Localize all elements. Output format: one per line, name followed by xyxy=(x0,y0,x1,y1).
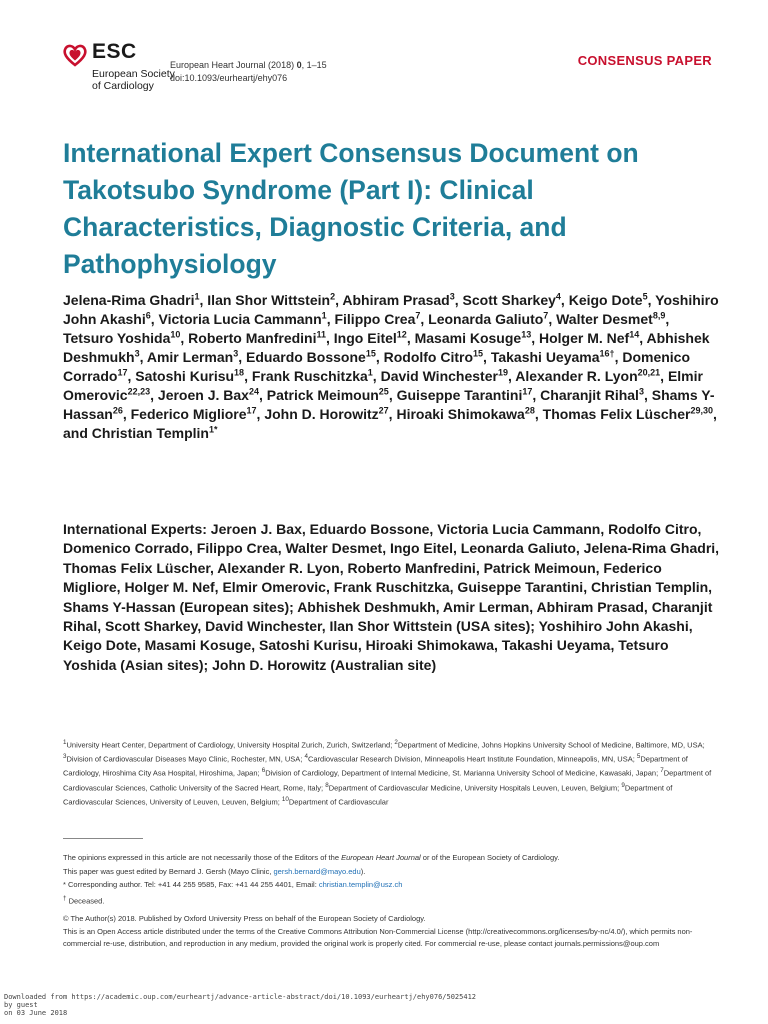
author-name: Shams Y-Hassan xyxy=(63,387,715,422)
author-name: Leonarda Galiuto xyxy=(428,311,544,327)
author-name: Federico Migliore xyxy=(130,406,247,422)
opinions-note xyxy=(63,852,723,864)
affiliation-text: Department of Cardiovascular Sciences, Catholic University of the Sacred Heart, Rome, Italy; xyxy=(63,768,712,793)
journal-volume: 0 xyxy=(296,60,302,70)
download-line-1: Downloaded from https://academic.oup.com/eurheartj/advance-article-abstract/doi/10.1093/eurheartj/ehy076/5025412 xyxy=(4,993,477,1001)
author-affiliation-ref: 11 xyxy=(316,329,327,340)
author-name: Alexander R. Lyon xyxy=(515,368,638,384)
author-name: Masami Kosuge xyxy=(414,330,522,346)
author-name: Elmir Omerovic xyxy=(63,368,703,403)
author-affiliation-ref: 1 xyxy=(194,291,200,302)
footnote-divider xyxy=(63,838,143,839)
author-name: Keigo Dote xyxy=(568,292,643,308)
opinions-suffix: or of the European Society of Cardiology. xyxy=(420,853,560,862)
author-name: Abhishek Deshmukh xyxy=(63,330,710,365)
affiliation-number: 7 xyxy=(660,767,664,775)
author-name: Guiseppe Tarantini xyxy=(396,387,523,403)
author-affiliation-ref: 20,21 xyxy=(637,367,661,378)
affiliation-text: Department of Cardiovascular Sciences, University of Leuven, Leuven, Belgium; xyxy=(63,783,673,807)
author-name: Christian Templin xyxy=(91,425,209,441)
author-affiliation-ref: 17 xyxy=(117,367,128,378)
author-name: Yoshihiro John Akashi xyxy=(63,292,719,327)
author-name: Ilan Shor Wittstein xyxy=(207,292,331,308)
journal-citation xyxy=(170,59,327,85)
download-line-3: on 03 June 2018 xyxy=(4,1009,68,1018)
author-name: Satoshi Kurisu xyxy=(135,368,235,384)
author-affiliation-ref: 4 xyxy=(555,291,561,302)
affiliation-number: 1 xyxy=(63,739,67,746)
deceased-text: Deceased. xyxy=(66,896,105,905)
author-name: Eduardo Bossone xyxy=(246,349,366,365)
affiliation-number: 6 xyxy=(261,767,266,775)
affiliation-text: Department of Cardiology, Hiroshima City Asa Hospital, Hiroshima, Japan; xyxy=(63,754,688,778)
corresponding-author-note xyxy=(63,879,723,891)
author-affiliation-ref: 3 xyxy=(233,348,239,359)
affiliation-text: Department of Cardiovascular Medicine, University Hospitals Leuven, Leuven, Belgium; xyxy=(328,783,622,793)
author-name: Walter Desmet xyxy=(556,311,653,327)
journal-pages: , 1–15 xyxy=(301,60,327,70)
author-affiliation-ref: 19 xyxy=(497,367,508,378)
author-affiliation-ref: 2 xyxy=(330,291,336,302)
affiliations xyxy=(63,737,723,808)
corresponding-author-text: * Corresponding author. Tel: +41 44 255 9585, Fax: +41 44 255 4401, Email: xyxy=(63,880,319,889)
author-affiliation-ref: 5 xyxy=(642,291,648,302)
affiliation-number: 5 xyxy=(636,753,641,761)
logo-org-line-2: of Cardiology xyxy=(92,80,154,92)
author-name: Jeroen J. Bax xyxy=(157,387,249,403)
deceased-mark: † xyxy=(63,894,67,902)
author-affiliation-ref: 7 xyxy=(543,310,549,321)
author-name: Tetsuro Yoshida xyxy=(63,330,171,346)
author-name: Domenico Corrado xyxy=(63,349,691,384)
affiliation-text: Division of Cardiovascular Diseases Mayo Clinic, Rochester, MN, USA; xyxy=(66,754,305,764)
journal-doi: doi:10.1093/eurheartj/ehy076 xyxy=(170,73,288,83)
affiliation-text: Division of Cardiology, Department of Internal Medicine, St. Marianna University School of Medicine, Kawasaki, Japan; xyxy=(265,768,661,778)
author-affiliation-ref: 7 xyxy=(415,310,421,321)
heart-icon xyxy=(62,42,88,68)
journal-reference xyxy=(170,59,327,72)
copyright-note: © The Author(s) 2018. Published by Oxford University Press on behalf of the European Society of Cardiology. xyxy=(63,913,426,923)
guest-editor-note xyxy=(63,866,723,878)
logo-org-line-1: European Society xyxy=(92,68,175,80)
journal-name: European Heart Journal (2018) xyxy=(170,60,295,70)
author-affiliation-ref: 16† xyxy=(599,348,615,359)
author-affiliation-ref: 8,9 xyxy=(652,310,666,321)
author-affiliation-ref: 26 xyxy=(112,405,123,416)
author-affiliation-ref: 28 xyxy=(524,405,535,416)
author-name: Scott Sharkey xyxy=(462,292,556,308)
author-name: Takashi Ueyama xyxy=(490,349,600,365)
author-name: David Winchester xyxy=(380,368,498,384)
esc-logo xyxy=(62,40,175,96)
author-name: Roberto Manfredini xyxy=(188,330,317,346)
author-affiliation-ref: 25 xyxy=(378,386,389,397)
corresponding-author-email-link[interactable]: christian.templin@usz.ch xyxy=(318,880,403,889)
author-affiliation-ref: 15 xyxy=(473,348,484,359)
license-note: This is an Open Access article distributed under the terms of the Creative Commons Attribution Non-Commercial License (http://creativecommons.org/licenses/by-nc/4.0/), which permits non-commercial re-use, distribution, and reproduction in any medium, provided the original work is properly cited. For commercial re-use, please contact journals.permissions@oup.com xyxy=(63,927,693,948)
author-affiliation-ref: 3 xyxy=(449,291,455,302)
guest-editor-email-link[interactable]: gersh.bernard@mayo.edu xyxy=(273,866,361,876)
author-name: Holger M. Nef xyxy=(538,330,630,346)
opinions-text: The opinions expressed in this article are not necessarily those of the Editors of the xyxy=(63,853,342,862)
affiliation-number: 3 xyxy=(63,753,67,761)
author-affiliation-ref: 6 xyxy=(145,310,151,321)
author-name: Thomas Felix Lüscher xyxy=(542,406,691,422)
affiliation-text: University Heart Center, Department of Cardiology, University Hospital Zurich, Zurich, Switzerland; xyxy=(66,740,395,750)
author-affiliation-ref: 1 xyxy=(321,310,327,321)
author-affiliation-ref: 12 xyxy=(396,329,407,340)
opinions-journal: European Heart Journal xyxy=(341,853,421,862)
affiliation-number: 2 xyxy=(394,739,398,746)
article-title: International Expert Consensus Document on Takotsubo Syndrome (Part I): Clinical Characteristics, Diagnostic Criteria, and Pathophysiology xyxy=(63,138,639,279)
guest-editor-text: This paper was guest edited by Bernard J. Gersh (Mayo Clinic, xyxy=(63,866,274,876)
author-affiliation-ref: 1 xyxy=(367,367,373,378)
author-affiliation-ref: 24 xyxy=(248,386,259,397)
author-name: Filippo Crea xyxy=(334,311,416,327)
author-affiliation-ref: 3 xyxy=(134,348,140,359)
affiliation-number: 4 xyxy=(304,753,308,761)
logo-wordmark: ESC xyxy=(92,40,137,63)
author-affiliation-ref: 17 xyxy=(522,386,533,397)
affiliation-number: 10 xyxy=(281,795,289,803)
author-affiliation-ref: 3 xyxy=(638,386,644,397)
author-name: Hiroaki Shimokawa xyxy=(396,406,525,422)
author-conjunction: and xyxy=(63,425,92,441)
author-name: John D. Horowitz xyxy=(264,406,379,422)
logo-org-name xyxy=(92,68,175,92)
author-name: Abhiram Prasad xyxy=(342,292,450,308)
international-experts: International Experts: Jeroen J. Bax, Eduardo Bossone, Victoria Lucia Cammann, Rodolfo Citro, Domenico Corrado, Filippo Crea, Walter Desmet, Ingo Eitel, Leonarda Galiuto, Jelena-Rima Ghadri, Thomas Felix Lüscher, Alexander R. Lyon, Roberto Manfredini, Patrick Meimoun, Federico Migliore, Holger M. Nef, Elmir Omerovic, Frank Ruschitzka, Guiseppe Tarantini, Christian Templin, Shams Y-Hassan (European sites); Abhishek Deshmukh, Amir Lerman, Abhiram Prasad, Charanjit Rihal, Scott Sharkey, David Winchester, Ilan Shor Wittstein (USA sites); Yoshihiro John Akashi, Keigo Dote, Masami Kosuge, Satoshi Kurisu, Hiroaki Shimokawa, Takashi Ueyama, Tetsuro Yoshida (Asian sites); John D. Horowitz (Australian site) xyxy=(63,521,720,673)
author-affiliation-ref: 1* xyxy=(208,424,218,435)
paper-type-label: CONSENSUS PAPER xyxy=(577,53,712,68)
affiliation-text: Department of Medicine, Johns Hopkins University School of Medicine, Baltimore, MD, USA; xyxy=(397,740,705,750)
author-name: Victoria Lucia Cammann xyxy=(158,311,322,327)
guest-editor-suffix: ). xyxy=(360,866,366,876)
affiliation-text: Cardiovascular Research Division, Minneapolis Heart Institute Foundation, Minneapolis, MN, USA; xyxy=(307,754,637,764)
affiliation-number: 8 xyxy=(325,781,329,789)
author-affiliation-ref: 15 xyxy=(365,348,376,359)
author-affiliation-ref: 13 xyxy=(521,329,532,340)
author-name: Amir Lerman xyxy=(146,349,234,365)
download-watermark xyxy=(4,993,544,1018)
author-name: Ingo Eitel xyxy=(333,330,397,346)
author-affiliation-ref: 17 xyxy=(246,405,257,416)
author-affiliation-ref: 14 xyxy=(629,329,640,340)
author-name: Jelena-Rima Ghadri xyxy=(63,292,195,308)
author-name: Charanjit Rihal xyxy=(540,387,639,403)
author-name: Patrick Meimoun xyxy=(266,387,379,403)
footnotes xyxy=(63,852,723,951)
affiliation-number: 9 xyxy=(621,781,625,789)
affiliation-text: Department of Cardiovascular xyxy=(288,797,389,807)
author-affiliation-ref: 18 xyxy=(234,367,245,378)
download-line-2: by guest xyxy=(4,1001,38,1010)
deceased-note xyxy=(63,893,723,907)
author-name: Frank Ruschitzka xyxy=(251,368,368,384)
author-name: Rodolfo Citro xyxy=(383,349,474,365)
author-affiliation-ref: 29,30 xyxy=(690,405,713,416)
author-list: Jelena-Rima Ghadri$^1$, Ilan Shor Wittstein$^2$, Abhiram Prasad$^3$, Scott Sharkey$^4$, Keigo Dote$^5$, Yoshihiro John Akashi$^6$, Victoria Lucia Cammann$^1$, Filippo Crea$^7$, Leonarda Galiuto$^7$, Walter Desmet$^{8,9}$, Tetsuro Yoshida$^{10}$, Roberto Manfredini$^{11}$, Ingo Eitel$^{12}$, Masami Kosuge$^{13}$, Holger M. Nef$^{14}$, Abhishek Deshmukh$^3$, Amir Lerman$^3$, Eduardo Bossone$^{15}$, Rodolfo Citro$^{15}$, Takashi Ueyama$^{16\dagger}$, Domenico Corrado$^{17}$, Satoshi Kurisu$^{18}$, Frank Ruschitzka$^1$, David Winchester$^{19}$, Alexander R. Lyon$^{20,21}$, Elmir Omerovic$^{22,23}$, Jeroen J. Bax$^{24}$, Patrick Meimoun$^{25}$, Guiseppe Tarantini$^{17}$, Charanjit Rihal$^3$, Shams Y-Hassan$^{26}$, Federico Migliore$^{17}$, John D. Horowitz$^{27}$, Hiroaki Shimokawa$^{28}$, Thomas Felix Lüscher$^{29,30}$, and Christian Templin$^{1*}$ xyxy=(63,291,719,441)
author-affiliation-ref: 10 xyxy=(170,329,181,340)
author-affiliation-ref: 27 xyxy=(378,405,389,416)
author-affiliation-ref: 22,23 xyxy=(127,386,151,397)
